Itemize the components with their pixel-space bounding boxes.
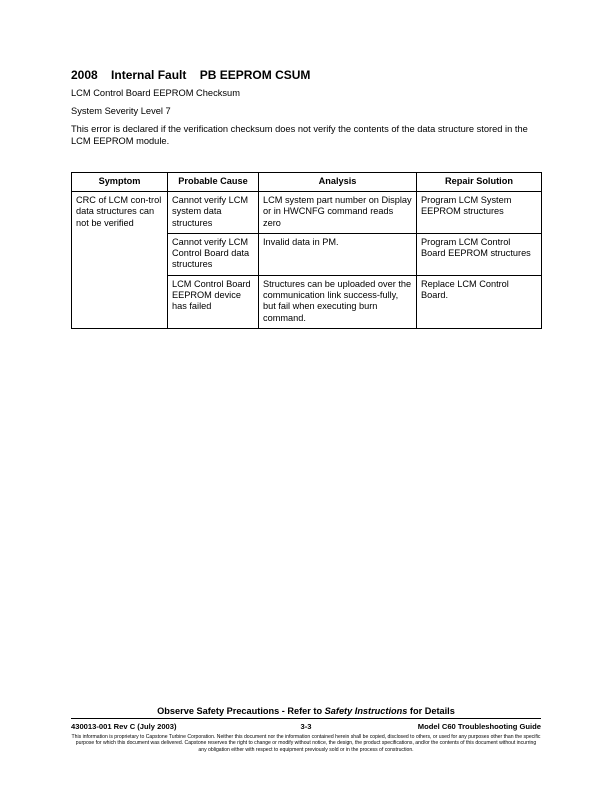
troubleshooting-table <box>71 172 542 329</box>
fault-code: 2008 <box>71 68 98 82</box>
safety-instructions-reference: Safety Instructions <box>324 706 408 716</box>
safety-warning <box>0 706 612 716</box>
analysis-cell: LCM system part number on Display or in HWCNFG command reads zero <box>259 192 417 234</box>
table-row <box>72 192 542 234</box>
footer-divider <box>71 718 541 719</box>
cause-cell: LCM Control Board EEPROM device has failed <box>168 275 259 328</box>
fault-name: PB EEPROM CSUM <box>199 68 311 82</box>
fault-category: Internal Fault <box>111 68 187 82</box>
page-number: 3-3 <box>300 722 312 731</box>
symptom-cell: CRC of LCM con-trol data structures can not be verified <box>72 192 168 329</box>
solution-cell: Program LCM Control Board EEPROM structures <box>417 233 542 275</box>
table-header-row <box>72 173 542 192</box>
header-repair-solution: Repair Solution <box>417 173 542 192</box>
safety-warning-prefix: Observe Safety Precautions - Refer to <box>157 706 325 716</box>
header-probable-cause: Probable Cause <box>168 173 259 192</box>
legal-notice: This information is proprietary to Capstone Turbine Corporation. Neither this document nor the information contained herein shall be copied, disclosed to others, or used for any purposes other than the specific purpose for which this document was delivered. Capstone reserves the right to change or modify without notice, the design, the product specifications, and/or the contents of this document without incurring any obligation either with respect to equipment previously sold or in the process of construction. <box>71 734 541 753</box>
safety-warning-suffix: for Details <box>407 706 455 716</box>
header-analysis: Analysis <box>259 173 417 192</box>
solution-cell: Replace LCM Control Board. <box>417 275 542 328</box>
cause-cell: Cannot verify LCM system data structures <box>168 192 259 234</box>
severity-level: System Severity Level 7 <box>71 106 171 116</box>
solution-cell: Program LCM System EEPROM structures <box>417 192 542 234</box>
analysis-cell: Invalid data in PM. <box>259 233 417 275</box>
guide-title: Model C60 Troubleshooting Guide <box>417 722 541 731</box>
analysis-cell: Structures can be uploaded over the communication link success-fully, but fail when executing burn command. <box>259 275 417 328</box>
cause-cell: Cannot verify LCM Control Board data structures <box>168 233 259 275</box>
header-symptom: Symptom <box>72 173 168 192</box>
fault-heading <box>71 68 310 82</box>
fault-subtitle: LCM Control Board EEPROM Checksum <box>71 88 240 98</box>
fault-description: This error is declared if the verification checksum does not verify the contents of the data structure stored in the LCM EEPROM module. <box>71 124 528 146</box>
document-number: 430013-001 Rev C (July 2003) <box>71 722 177 731</box>
